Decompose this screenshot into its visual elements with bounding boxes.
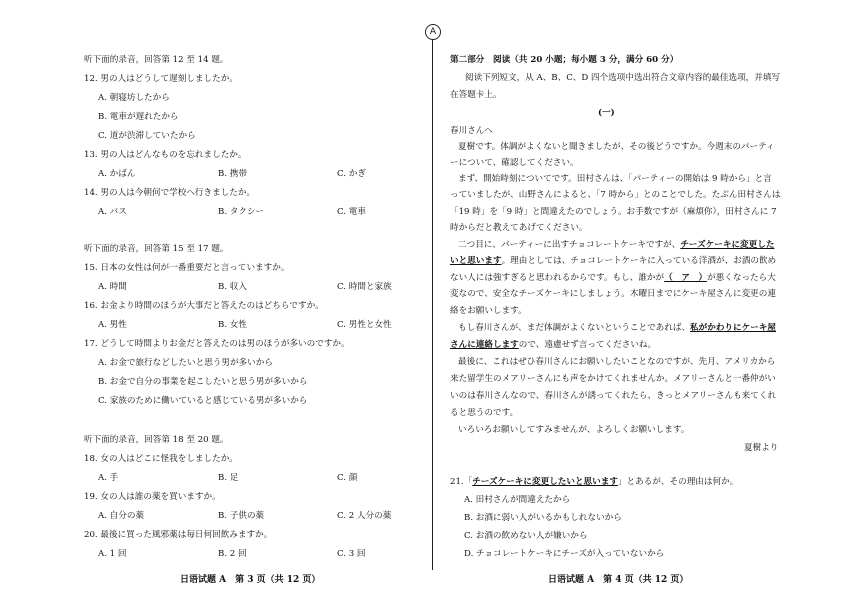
question-18-option-b: B. 足 <box>218 473 239 483</box>
passage-line <box>458 241 774 250</box>
question-19-option-a: A. 自分の薬 <box>98 511 145 521</box>
passage-text: もし春川さんが、まだ体調がよくないということであれば、 <box>458 323 691 333</box>
instructions-line-2: 在答题卡上。 <box>450 90 502 100</box>
passage-line: 時からだと教えてあげてください。 <box>450 223 588 233</box>
page-footer-left: 日语试题 A 第 3 页（共 12 页） <box>180 575 321 585</box>
question-14-stem: 14. 男の人は今朝何で学校へ行きましたか。 <box>84 188 256 198</box>
question-17-option-a: A. お金で旅行などしたいと思う男が多いから <box>98 358 273 368</box>
question-17-option-b: B. お金で自分の事業を起こしたいと思う男が多いから <box>98 377 308 387</box>
question-13-option-b: B. 携帯 <box>218 169 247 179</box>
question-20-option-c: C. 3 回 <box>337 549 366 559</box>
question-21-stem <box>450 478 738 487</box>
underlined-phrase-cheesecake: チーズケーキに変更した <box>680 240 775 250</box>
passage-line <box>458 324 776 333</box>
question-15-option-a: A. 時間 <box>98 282 127 292</box>
question-19-option-b: B. 子供の薬 <box>218 511 265 521</box>
question-18-option-c: C. 顔 <box>337 473 358 483</box>
question-21-option-a: A. 田村さんが間違えたから <box>464 495 571 505</box>
question-19-stem: 19. 女の人は誰の薬を買いますか。 <box>84 492 221 502</box>
question-14-option-b: B. タクシー <box>218 207 265 217</box>
instructions-line-1: 阅读下列短文，从 A、B、C、D 四个选项中选出符合文章内容的最佳选项，并填写 <box>465 73 781 83</box>
question-16-option-c: C. 男性と女性 <box>337 320 392 330</box>
paper-version-mark: A <box>425 24 441 40</box>
question-text: 」とあるが、その理由は何か。 <box>617 477 739 487</box>
passage-line: っていましたが、山野さんによると、「7 時から」とのことでした。たぶん田村さんは <box>450 190 781 200</box>
question-12-stem: 12. 男の人はどうして遅刻しましたか。 <box>84 74 238 84</box>
question-21-option-d: D. チョコレートケーキにチーズが入っていないから <box>464 549 665 559</box>
underlined-phrase-contact-end: さんに連絡します <box>450 340 519 350</box>
passage-text: 。理由としては、チョコレートケーキに入っている洋酒が、お酒の飲め <box>501 256 777 266</box>
section-intro-15-17: 听下面的录音，回答第 15 至 17 题。 <box>84 244 229 254</box>
passage-line: ると思うのです。 <box>450 408 519 418</box>
passage-line <box>450 257 776 266</box>
question-12-option-b: B. 電車が遅れたから <box>98 112 179 122</box>
passage-line: 夏樹です。体調がよくないと聞きましたが、その後どうですか。今週末のパーティ <box>458 142 775 152</box>
question-14-option-c: C. 電車 <box>337 207 366 217</box>
passage-line: 絡をお願いします。 <box>450 306 527 316</box>
page-divider <box>432 40 433 570</box>
question-18-stem: 18. 女の人はどこに怪我をしましたか。 <box>84 454 238 464</box>
question-12-option-a: A. 朝寝坊したから <box>98 93 170 103</box>
passage-line: いろいろお願いしてすみませんが、よろしくお願いします。 <box>458 425 690 435</box>
letter-salutation: 春川さんへ <box>450 126 493 136</box>
question-text: 21.「 <box>450 477 473 487</box>
passage-line: 最後に、これはぜひ春川さんにお願いしたいことなのですが、先月、アメリカから <box>458 357 776 367</box>
passage-text: ない人には強すぎると思われるからです。もし、誰かが <box>450 273 665 283</box>
passage-text: ので、遠慮せず言ってくださいね。 <box>518 340 657 350</box>
question-15-stem: 15. 日本の女性は何が一番重要だと言っていますか。 <box>84 263 290 273</box>
blank-a: （ ア ） <box>664 273 708 283</box>
question-17-stem: 17. どうして時間よりお金だと答えたのは男のほうが多いのですか。 <box>84 339 350 349</box>
passage-line: いのは春川さんなので、春川さんが誘ってくれたら、きっとメアリーさんも来てくれ <box>450 391 777 401</box>
question-13-option-a: A. かばん <box>98 169 136 179</box>
section-title: 第二部分 阅读（共 20 小题；每小题 3 分，满分 60 分） <box>450 55 679 65</box>
question-13-option-c: C. かぎ <box>337 169 366 179</box>
question-17-option-c: C. 家族のために働いていると感じている男が多いから <box>98 396 308 406</box>
question-15-option-c: C. 時間と家族 <box>337 282 392 292</box>
letter-signature: 夏樹より <box>744 443 779 453</box>
question-14-option-a: A. バス <box>98 207 127 217</box>
question-15-option-b: B. 収入 <box>218 282 247 292</box>
section-intro-12-14: 听下面的录音，回答第 12 至 14 题。 <box>84 55 229 65</box>
question-16-option-a: A. 男性 <box>98 320 127 330</box>
passage-line: 「19 時」を「9 時」と間違えたのでしょう。お手数ですが（麻煩你），田村さんに 7 <box>450 207 777 217</box>
underlined-phrase-contact: 私がかわりにケーキ屋 <box>690 323 776 333</box>
passage-line: 変なので、安全なチーズケーキにしましょう。木曜日までにケーキ屋さんに変更の連 <box>450 289 776 299</box>
page-footer-right: 日语试题 A 第 4 页（共 12 页） <box>548 575 689 585</box>
passage-text: 二つ目に、パーティーに出すチョコレートケーキですが、 <box>458 240 681 250</box>
passage-line <box>450 341 656 350</box>
passage-line <box>450 274 776 283</box>
question-20-option-b: B. 2 回 <box>218 549 247 559</box>
question-21-option-c: C. お酒の飲めない人が嫌いから <box>464 531 588 541</box>
passage-number: (一) <box>598 108 615 118</box>
passage-line: まず、開始時刻についてです。田村さんは、「パーティーの開始は 9 時から」と言 <box>458 174 772 184</box>
question-16-stem: 16. お金より時間のほうが大事だと答えたのはどちらですか。 <box>84 301 324 311</box>
question-16-option-b: B. 女性 <box>218 320 247 330</box>
question-20-option-a: A. 1 回 <box>98 549 127 559</box>
question-21-option-b: B. お酒に弱い人がいるかもしれないから <box>464 513 622 523</box>
question-21-quoted-phrase: チーズケーキに変更したいと思います <box>472 477 618 487</box>
question-18-option-a: A. 手 <box>98 473 119 483</box>
question-13-stem: 13. 男の人はどんなものを忘れましたか。 <box>84 150 247 160</box>
passage-text: が悪くなったら大 <box>707 273 776 283</box>
passage-line: ーについて、確認してください。 <box>450 158 579 168</box>
underlined-phrase-cheesecake-end: いと思います <box>450 256 502 266</box>
passage-line: 来た留学生のメアリーさんにも声をかけてくれませんか。メアリーさんと一番仲がい <box>450 374 776 384</box>
question-12-option-c: C. 道が渋滞していたから <box>98 131 196 141</box>
question-19-option-c: C. 2 人分の薬 <box>337 511 392 521</box>
question-20-stem: 20. 最後に買った風邪薬は毎日何回飲みますか。 <box>84 530 273 540</box>
section-intro-18-20: 听下面的录音，回答第 18 至 20 题。 <box>84 435 229 445</box>
